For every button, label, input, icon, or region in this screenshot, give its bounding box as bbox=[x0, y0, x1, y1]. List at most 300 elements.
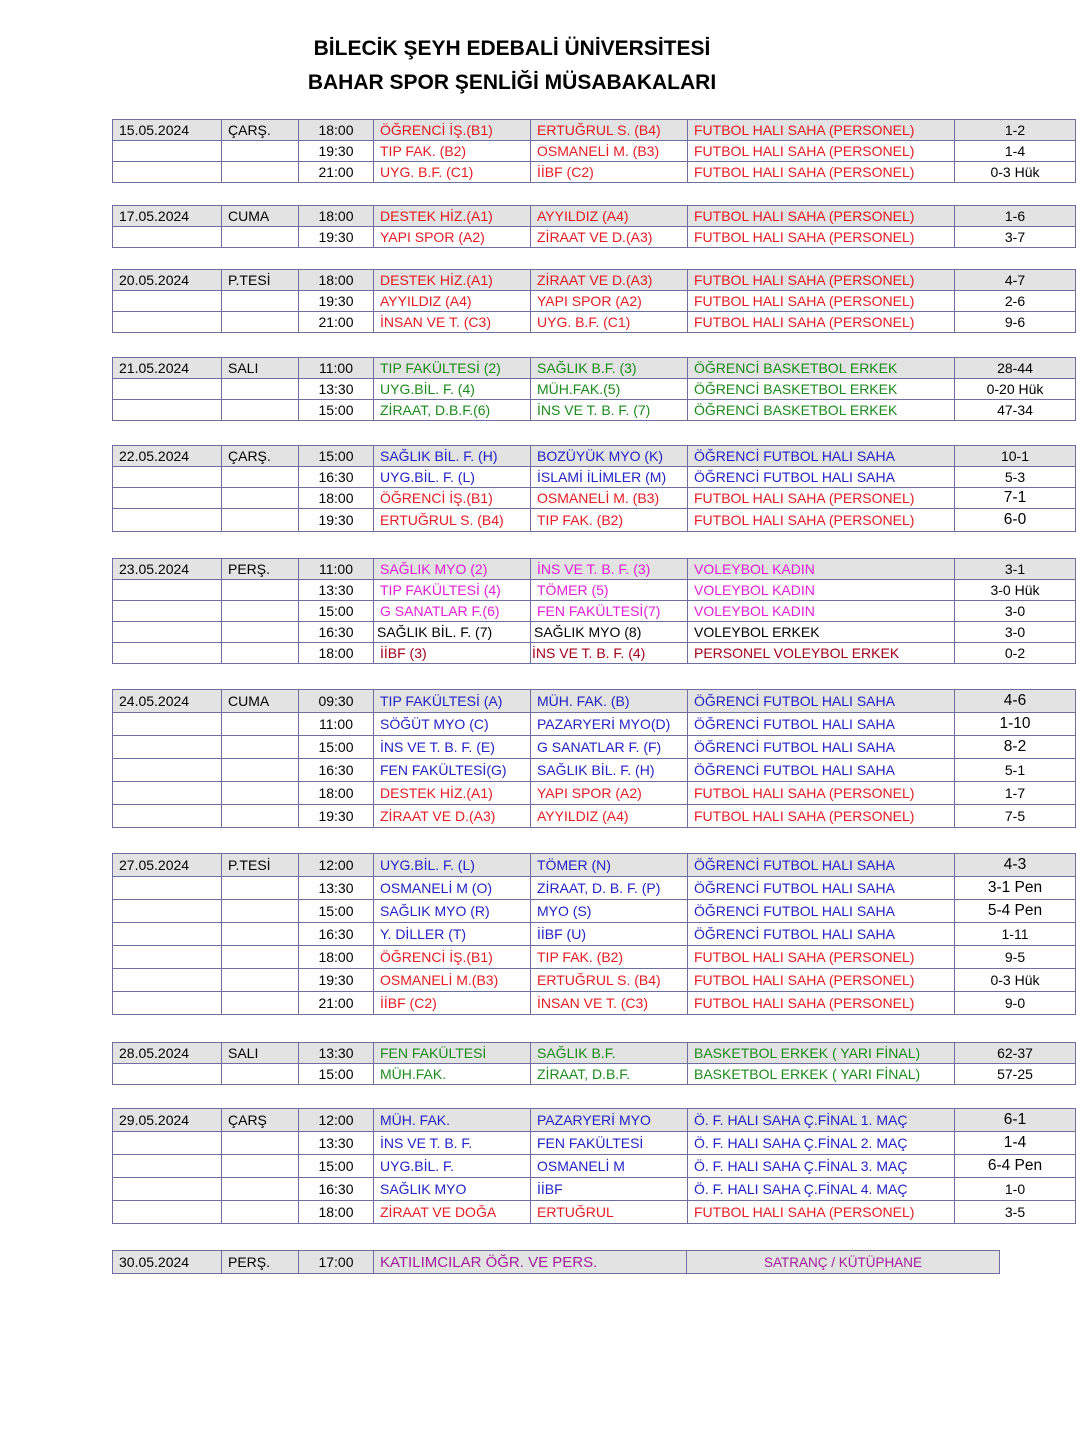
match-row bbox=[113, 877, 1076, 900]
weekday-cell bbox=[222, 1155, 299, 1178]
match-row bbox=[113, 1109, 1076, 1132]
team1-cell: ÖĞRENCİ İŞ.(B1) bbox=[374, 120, 531, 141]
match-row bbox=[113, 227, 1076, 248]
weekday-cell bbox=[222, 946, 299, 969]
date-cell bbox=[113, 141, 222, 162]
weekday-cell bbox=[222, 312, 299, 333]
team1-cell: İNSAN VE T. (C3) bbox=[374, 312, 531, 333]
team2-cell: MÜH.FAK.(5) bbox=[531, 379, 688, 400]
team1-cell: ERTUĞRUL S. (B4) bbox=[374, 509, 531, 532]
weekday-cell: P.TESİ bbox=[222, 270, 299, 291]
match-row bbox=[113, 1043, 1076, 1064]
venue-cell: Ö. F. HALI SAHA Ç.FİNAL 1. MAÇ bbox=[688, 1109, 955, 1132]
time-cell: 13:30 bbox=[299, 1132, 374, 1155]
match-row bbox=[113, 782, 1076, 805]
weekday-cell bbox=[222, 467, 299, 488]
team1-cell: İNS VE T. B. F. bbox=[374, 1132, 531, 1155]
score-cell: 3-1 bbox=[955, 559, 1076, 580]
page-title-line1: BİLECİK ŞEYH EDEBALİ ÜNİVERSİTESİ bbox=[313, 37, 711, 60]
venue-cell: FUTBOL HALI SAHA (PERSONEL) bbox=[688, 509, 955, 532]
time-cell: 19:30 bbox=[299, 141, 374, 162]
participants-cell: KATILIMCILAR ÖĞR. VE PERS. bbox=[374, 1251, 687, 1274]
match-row bbox=[113, 358, 1076, 379]
date-cell: 20.05.2024 bbox=[113, 270, 222, 291]
team1-cell: ZİRAAT VE DOĞA bbox=[374, 1201, 531, 1224]
score-cell: 4-6 bbox=[955, 690, 1076, 713]
team2-cell: ERTUĞRUL S. (B4) bbox=[531, 120, 688, 141]
date-cell: 23.05.2024 bbox=[113, 559, 222, 580]
time-cell: 18:00 bbox=[299, 946, 374, 969]
day-table bbox=[112, 1042, 1076, 1085]
weekday-cell bbox=[222, 162, 299, 183]
team1-cell: UYG.BİL. F. (L) bbox=[374, 854, 531, 877]
team1-cell: OSMANELİ M (O) bbox=[374, 877, 531, 900]
team2-cell: TÖMER (5) bbox=[531, 580, 688, 601]
day-table bbox=[112, 1108, 1076, 1224]
team1-cell: TIP FAK. (B2) bbox=[374, 141, 531, 162]
time-cell: 16:30 bbox=[299, 1178, 374, 1201]
team2-cell: TIP FAK. (B2) bbox=[531, 509, 688, 532]
team1-cell: TIP FAKÜLTESİ (2) bbox=[374, 358, 531, 379]
score-cell: 1-0 bbox=[955, 1178, 1076, 1201]
weekday-cell bbox=[222, 400, 299, 421]
match-row bbox=[113, 120, 1076, 141]
date-cell bbox=[113, 736, 222, 759]
time-cell: 15:00 bbox=[299, 400, 374, 421]
time-cell: 16:30 bbox=[299, 759, 374, 782]
team2-cell: ZİRAAT, D.B.F. bbox=[531, 1064, 688, 1085]
event-cell: SATRANÇ / KÜTÜPHANE bbox=[687, 1251, 1000, 1274]
score-cell: 9-6 bbox=[955, 312, 1076, 333]
match-row bbox=[113, 312, 1076, 333]
team2-cell: TIP FAK. (B2) bbox=[531, 946, 688, 969]
day-table bbox=[112, 853, 1076, 1015]
date-cell bbox=[113, 877, 222, 900]
weekday-cell: PERŞ. bbox=[222, 1251, 299, 1274]
team2-cell: İNS VE T. B. F. (7) bbox=[531, 400, 688, 421]
time-cell: 12:00 bbox=[299, 854, 374, 877]
team2-cell: OSMANELİ M. (B3) bbox=[531, 488, 688, 509]
weekday-cell: ÇARŞ. bbox=[222, 446, 299, 467]
team1-cell: UYG.BİL. F. bbox=[374, 1155, 531, 1178]
time-cell: 17:00 bbox=[299, 1251, 374, 1274]
date-cell bbox=[113, 946, 222, 969]
date-cell bbox=[113, 782, 222, 805]
score-cell: 3-0 bbox=[955, 601, 1076, 622]
weekday-cell: ÇARŞ. bbox=[222, 120, 299, 141]
team2-cell: OSMANELİ M. (B3) bbox=[531, 141, 688, 162]
team2-cell: YAPI SPOR (A2) bbox=[531, 782, 688, 805]
team2-cell: YAPI SPOR (A2) bbox=[531, 291, 688, 312]
match-row bbox=[113, 759, 1076, 782]
team1-cell: G SANATLAR F.(6) bbox=[374, 601, 531, 622]
score-cell: 6-0 bbox=[955, 509, 1076, 532]
time-cell: 13:30 bbox=[299, 580, 374, 601]
venue-cell: BASKETBOL ERKEK ( YARI FİNAL) bbox=[688, 1064, 955, 1085]
score-cell: 0-20 Hük bbox=[955, 379, 1076, 400]
match-row bbox=[113, 900, 1076, 923]
time-cell: 13:30 bbox=[299, 877, 374, 900]
weekday-cell: SALI bbox=[222, 358, 299, 379]
date-cell bbox=[113, 1178, 222, 1201]
match-row bbox=[113, 992, 1076, 1015]
time-cell: 19:30 bbox=[299, 969, 374, 992]
weekday-cell bbox=[222, 227, 299, 248]
match-row bbox=[113, 969, 1076, 992]
venue-cell: FUTBOL HALI SAHA (PERSONEL) bbox=[688, 270, 955, 291]
weekday-cell bbox=[222, 488, 299, 509]
match-row bbox=[113, 206, 1076, 227]
team1-cell: SAĞLIK BİL. F. (7) bbox=[374, 622, 531, 643]
date-cell bbox=[113, 923, 222, 946]
score-cell: 1-10 bbox=[955, 713, 1076, 736]
time-cell: 18:00 bbox=[299, 782, 374, 805]
score-cell: 8-2 bbox=[955, 736, 1076, 759]
weekday-cell bbox=[222, 580, 299, 601]
team1-cell: DESTEK HİZ.(A1) bbox=[374, 270, 531, 291]
date-cell: 28.05.2024 bbox=[113, 1043, 222, 1064]
time-cell: 19:30 bbox=[299, 509, 374, 532]
match-row bbox=[113, 923, 1076, 946]
time-cell: 18:00 bbox=[299, 270, 374, 291]
time-cell: 18:00 bbox=[299, 643, 374, 664]
team2-cell: İNSAN VE T. (C3) bbox=[531, 992, 688, 1015]
team2-cell: SAĞLIK B.F. (3) bbox=[531, 358, 688, 379]
score-cell: 3-0 Hük bbox=[955, 580, 1076, 601]
match-row bbox=[113, 270, 1076, 291]
weekday-cell bbox=[222, 736, 299, 759]
score-cell: 10-1 bbox=[955, 446, 1076, 467]
team1-cell: İİBF (3) bbox=[374, 643, 531, 664]
time-cell: 19:30 bbox=[299, 291, 374, 312]
date-cell: 24.05.2024 bbox=[113, 690, 222, 713]
score-cell: 0-3 Hük bbox=[955, 162, 1076, 183]
weekday-cell bbox=[222, 622, 299, 643]
time-cell: 18:00 bbox=[299, 1201, 374, 1224]
team2-cell: ERTUĞRUL S. (B4) bbox=[531, 969, 688, 992]
team1-cell: TIP FAKÜLTESİ (A) bbox=[374, 690, 531, 713]
weekday-cell bbox=[222, 1064, 299, 1085]
match-row bbox=[113, 622, 1076, 643]
time-cell: 15:00 bbox=[299, 1155, 374, 1178]
date-cell bbox=[113, 467, 222, 488]
team1-cell: SAĞLIK MYO bbox=[374, 1178, 531, 1201]
time-cell: 18:00 bbox=[299, 206, 374, 227]
weekday-cell bbox=[222, 601, 299, 622]
day-table bbox=[112, 357, 1076, 421]
match-row bbox=[113, 1178, 1076, 1201]
day-table bbox=[112, 119, 1076, 183]
team1-cell: İNS VE T. B. F. (E) bbox=[374, 736, 531, 759]
time-cell: 11:00 bbox=[299, 559, 374, 580]
venue-cell: ÖĞRENCİ FUTBOL HALI SAHA bbox=[688, 923, 955, 946]
weekday-cell: CUMA bbox=[222, 690, 299, 713]
match-row bbox=[113, 559, 1076, 580]
team2-cell: AYYILDIZ (A4) bbox=[531, 206, 688, 227]
venue-cell: ÖĞRENCİ BASKETBOL ERKEK bbox=[688, 379, 955, 400]
match-row bbox=[113, 141, 1076, 162]
team2-cell: PAZARYERİ MYO bbox=[531, 1109, 688, 1132]
time-cell: 15:00 bbox=[299, 601, 374, 622]
venue-cell: ÖĞRENCİ FUTBOL HALI SAHA bbox=[688, 690, 955, 713]
venue-cell: FUTBOL HALI SAHA (PERSONEL) bbox=[688, 162, 955, 183]
team2-cell: BOZÜYÜK MYO (K) bbox=[531, 446, 688, 467]
venue-cell: VOLEYBOL KADIN bbox=[688, 601, 955, 622]
match-row bbox=[113, 1155, 1076, 1178]
day-table bbox=[112, 205, 1076, 248]
weekday-cell bbox=[222, 969, 299, 992]
venue-cell: ÖĞRENCİ FUTBOL HALI SAHA bbox=[688, 467, 955, 488]
match-row bbox=[113, 805, 1076, 828]
team1-cell: ÖĞRENCİ İŞ.(B1) bbox=[374, 488, 531, 509]
score-cell: 1-6 bbox=[955, 206, 1076, 227]
weekday-cell bbox=[222, 1178, 299, 1201]
date-cell bbox=[113, 992, 222, 1015]
team2-cell: OSMANELİ M bbox=[531, 1155, 688, 1178]
time-cell: 21:00 bbox=[299, 162, 374, 183]
weekday-cell bbox=[222, 759, 299, 782]
venue-cell: PERSONEL VOLEYBOL ERKEK bbox=[688, 643, 955, 664]
team1-cell: YAPI SPOR (A2) bbox=[374, 227, 531, 248]
team1-cell: DESTEK HİZ.(A1) bbox=[374, 782, 531, 805]
day-table bbox=[112, 689, 1076, 828]
venue-cell: ÖĞRENCİ FUTBOL HALI SAHA bbox=[688, 713, 955, 736]
team1-cell: SAĞLIK MYO (2) bbox=[374, 559, 531, 580]
score-cell: 3-0 bbox=[955, 622, 1076, 643]
team2-cell: ZİRAAT VE D.(A3) bbox=[531, 270, 688, 291]
date-cell bbox=[113, 162, 222, 183]
weekday-cell: CUMA bbox=[222, 206, 299, 227]
match-row bbox=[113, 467, 1076, 488]
date-cell bbox=[113, 1132, 222, 1155]
venue-cell: BASKETBOL ERKEK ( YARI FİNAL) bbox=[688, 1043, 955, 1064]
venue-cell: FUTBOL HALI SAHA (PERSONEL) bbox=[688, 206, 955, 227]
date-cell bbox=[113, 805, 222, 828]
date-cell bbox=[113, 291, 222, 312]
weekday-cell bbox=[222, 379, 299, 400]
score-cell: 2-6 bbox=[955, 291, 1076, 312]
team2-cell: AYYILDIZ (A4) bbox=[531, 805, 688, 828]
team1-cell: İİBF (C2) bbox=[374, 992, 531, 1015]
match-row bbox=[113, 1064, 1076, 1085]
date-cell bbox=[113, 622, 222, 643]
date-cell bbox=[113, 969, 222, 992]
team2-cell: PAZARYERİ MYO(D) bbox=[531, 713, 688, 736]
venue-cell: VOLEYBOL ERKEK bbox=[688, 622, 955, 643]
weekday-cell bbox=[222, 291, 299, 312]
venue-cell: VOLEYBOL KADIN bbox=[688, 559, 955, 580]
team1-cell: ZİRAAT, D.B.F.(6) bbox=[374, 400, 531, 421]
score-cell: 1-11 bbox=[955, 923, 1076, 946]
time-cell: 15:00 bbox=[299, 900, 374, 923]
team1-cell: OSMANELİ M.(B3) bbox=[374, 969, 531, 992]
team1-cell: DESTEK HİZ.(A1) bbox=[374, 206, 531, 227]
score-cell: 4-7 bbox=[955, 270, 1076, 291]
team2-cell: ZİRAAT VE D.(A3) bbox=[531, 227, 688, 248]
time-cell: 09:30 bbox=[299, 690, 374, 713]
team1-cell: Y. DİLLER (T) bbox=[374, 923, 531, 946]
time-cell: 13:30 bbox=[299, 1043, 374, 1064]
date-cell bbox=[113, 227, 222, 248]
score-cell: 3-5 bbox=[955, 1201, 1076, 1224]
date-cell bbox=[113, 759, 222, 782]
weekday-cell bbox=[222, 900, 299, 923]
match-row bbox=[113, 713, 1076, 736]
time-cell: 11:00 bbox=[299, 358, 374, 379]
score-cell: 5-1 bbox=[955, 759, 1076, 782]
time-cell: 15:00 bbox=[299, 1064, 374, 1085]
venue-cell: ÖĞRENCİ FUTBOL HALI SAHA bbox=[688, 900, 955, 923]
match-row bbox=[113, 1132, 1076, 1155]
score-cell: 62-37 bbox=[955, 1043, 1076, 1064]
team1-cell: UYG. B.F. (C1) bbox=[374, 162, 531, 183]
score-cell: 1-2 bbox=[955, 120, 1076, 141]
date-cell: 29.05.2024 bbox=[113, 1109, 222, 1132]
time-cell: 16:30 bbox=[299, 923, 374, 946]
venue-cell: ÖĞRENCİ FUTBOL HALI SAHA bbox=[688, 446, 955, 467]
venue-cell: ÖĞRENCİ FUTBOL HALI SAHA bbox=[688, 877, 955, 900]
score-cell: 5-3 bbox=[955, 467, 1076, 488]
team2-cell: İİBF (U) bbox=[531, 923, 688, 946]
team2-cell: G SANATLAR F. (F) bbox=[531, 736, 688, 759]
date-cell: 22.05.2024 bbox=[113, 446, 222, 467]
date-cell bbox=[113, 488, 222, 509]
weekday-cell bbox=[222, 805, 299, 828]
team2-cell: ERTUĞRUL bbox=[531, 1201, 688, 1224]
time-cell: 15:00 bbox=[299, 736, 374, 759]
match-row bbox=[113, 946, 1076, 969]
team2-cell: İNS VE T. B. F. (3) bbox=[531, 559, 688, 580]
match-row bbox=[113, 1201, 1076, 1224]
date-cell bbox=[113, 643, 222, 664]
match-row bbox=[113, 736, 1076, 759]
venue-cell: FUTBOL HALI SAHA (PERSONEL) bbox=[688, 969, 955, 992]
venue-cell: FUTBOL HALI SAHA (PERSONEL) bbox=[688, 312, 955, 333]
date-cell: 27.05.2024 bbox=[113, 854, 222, 877]
day-table bbox=[112, 558, 1076, 664]
weekday-cell: ÇARŞ bbox=[222, 1109, 299, 1132]
team1-cell: SAĞLIK MYO (R) bbox=[374, 900, 531, 923]
team2-cell: İNS VE T. B. F. (4) bbox=[531, 643, 688, 664]
time-cell: 18:00 bbox=[299, 120, 374, 141]
team1-cell: ÖĞRENCİ İŞ.(B1) bbox=[374, 946, 531, 969]
match-row bbox=[113, 509, 1076, 532]
date-cell bbox=[113, 509, 222, 532]
time-cell: 19:30 bbox=[299, 805, 374, 828]
weekday-cell: PERŞ. bbox=[222, 559, 299, 580]
venue-cell: FUTBOL HALI SAHA (PERSONEL) bbox=[688, 992, 955, 1015]
score-cell: 5-4 Pen bbox=[955, 900, 1076, 923]
team1-cell: MÜH.FAK. bbox=[374, 1064, 531, 1085]
team1-cell: SAĞLIK BİL. F. (H) bbox=[374, 446, 531, 467]
weekday-cell bbox=[222, 992, 299, 1015]
venue-cell: ÖĞRENCİ BASKETBOL ERKEK bbox=[688, 400, 955, 421]
venue-cell: Ö. F. HALI SAHA Ç.FİNAL 3. MAÇ bbox=[688, 1155, 955, 1178]
score-cell: 6-1 bbox=[955, 1109, 1076, 1132]
time-cell: 19:30 bbox=[299, 227, 374, 248]
team2-cell: MYO (S) bbox=[531, 900, 688, 923]
match-row bbox=[113, 601, 1076, 622]
score-cell: 57-25 bbox=[955, 1064, 1076, 1085]
score-cell: 0-2 bbox=[955, 643, 1076, 664]
team1-cell: ZİRAAT VE D.(A3) bbox=[374, 805, 531, 828]
date-cell bbox=[113, 580, 222, 601]
team2-cell: SAĞLIK MYO (8) bbox=[531, 622, 688, 643]
match-row bbox=[113, 446, 1076, 467]
venue-cell: ÖĞRENCİ BASKETBOL ERKEK bbox=[688, 358, 955, 379]
team2-cell: SAĞLIK B.F. bbox=[531, 1043, 688, 1064]
weekday-cell bbox=[222, 782, 299, 805]
team1-cell: FEN FAKÜLTESİ bbox=[374, 1043, 531, 1064]
score-cell: 3-7 bbox=[955, 227, 1076, 248]
time-cell: 21:00 bbox=[299, 992, 374, 1015]
team1-cell: MÜH. FAK. bbox=[374, 1109, 531, 1132]
match-row bbox=[113, 291, 1076, 312]
match-row bbox=[113, 854, 1076, 877]
team2-cell: TÖMER (N) bbox=[531, 854, 688, 877]
team2-cell: ZİRAAT, D. B. F. (P) bbox=[531, 877, 688, 900]
weekday-cell: P.TESİ bbox=[222, 854, 299, 877]
weekday-cell bbox=[222, 1132, 299, 1155]
match-row bbox=[113, 580, 1076, 601]
score-cell: 3-1 Pen bbox=[955, 877, 1076, 900]
team2-cell: FEN FAKÜLTESİ(7) bbox=[531, 601, 688, 622]
time-cell: 13:30 bbox=[299, 379, 374, 400]
chess-event-row bbox=[113, 1251, 1000, 1274]
weekday-cell: SALI bbox=[222, 1043, 299, 1064]
venue-cell: FUTBOL HALI SAHA (PERSONEL) bbox=[688, 805, 955, 828]
team1-cell: UYG.BİL. F. (L) bbox=[374, 467, 531, 488]
time-cell: 16:30 bbox=[299, 467, 374, 488]
date-cell: 21.05.2024 bbox=[113, 358, 222, 379]
date-cell: 15.05.2024 bbox=[113, 120, 222, 141]
team2-cell: SAĞLIK BİL. F. (H) bbox=[531, 759, 688, 782]
date-cell bbox=[113, 601, 222, 622]
match-row bbox=[113, 643, 1076, 664]
match-row bbox=[113, 379, 1076, 400]
date-cell: 17.05.2024 bbox=[113, 206, 222, 227]
weekday-cell bbox=[222, 923, 299, 946]
date-cell bbox=[113, 713, 222, 736]
score-cell: 9-5 bbox=[955, 946, 1076, 969]
team2-cell: İSLAMİ İLİMLER (M) bbox=[531, 467, 688, 488]
match-row bbox=[113, 162, 1076, 183]
weekday-cell bbox=[222, 1201, 299, 1224]
venue-cell: ÖĞRENCİ FUTBOL HALI SAHA bbox=[688, 854, 955, 877]
venue-cell: FUTBOL HALI SAHA (PERSONEL) bbox=[688, 946, 955, 969]
team1-cell: FEN FAKÜLTESİ(G) bbox=[374, 759, 531, 782]
date-cell bbox=[113, 379, 222, 400]
match-row bbox=[113, 488, 1076, 509]
time-cell: 21:00 bbox=[299, 312, 374, 333]
date-cell: 30.05.2024 bbox=[113, 1251, 222, 1274]
match-row bbox=[113, 400, 1076, 421]
time-cell: 16:30 bbox=[299, 622, 374, 643]
score-cell: 1-4 bbox=[955, 1132, 1076, 1155]
weekday-cell bbox=[222, 141, 299, 162]
score-cell: 4-3 bbox=[955, 854, 1076, 877]
weekday-cell bbox=[222, 713, 299, 736]
team2-cell: FEN FAKÜLTESİ bbox=[531, 1132, 688, 1155]
team1-cell: UYG.BİL. F. (4) bbox=[374, 379, 531, 400]
venue-cell: FUTBOL HALI SAHA (PERSONEL) bbox=[688, 141, 955, 162]
time-cell: 11:00 bbox=[299, 713, 374, 736]
time-cell: 18:00 bbox=[299, 488, 374, 509]
score-cell: 47-34 bbox=[955, 400, 1076, 421]
date-cell bbox=[113, 1064, 222, 1085]
score-cell: 1-7 bbox=[955, 782, 1076, 805]
weekday-cell bbox=[222, 509, 299, 532]
